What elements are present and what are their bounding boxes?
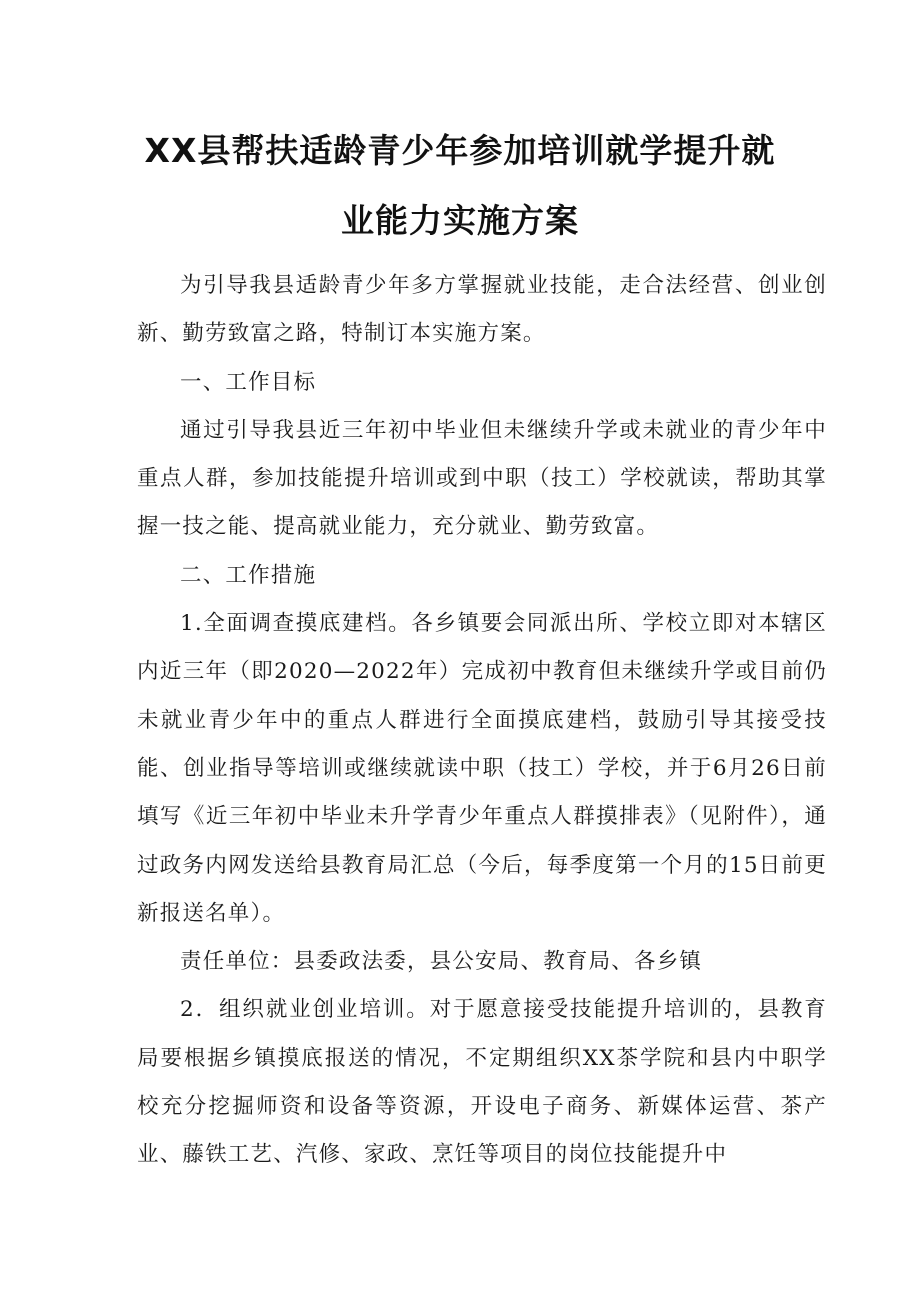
document-title-line-2: 业能力实施方案 [341, 201, 579, 240]
section-heading-goals: 一、工作目标 [180, 369, 317, 395]
measure-2-paragraph: 2．组织就业创业培训。对于愿意接受技能提升培训的，县教育局要根据乡镇摸底报送的情况，不定期组织XX茶学院和县内中职学校充分挖掘师资和设备等资源，开设电子商务、新媒体运营、茶产业、藤铁工艺、汽修、家政、烹饪等项目的岗位技能提升中 [137, 997, 827, 1168]
responsible-units-paragraph: 责任单位：县委政法委，县公安局、教育局、各乡镇 [180, 949, 703, 975]
measure-1-paragraph: 1.全面调查摸底建档。各乡镇要会同派出所、学校立即对本辖区内近三年（即2020—2022年）完成初中教育但未继续升学或目前仍未就业青少年中的重点人群进行全面摸底建档，鼓励引导其接受技能、创业指导等培训或继续就读中职（技工）学校，并于6月26日前填写《近三年初中毕业未升学青少年重点人群摸排表》（见附件），通过政务内网发送给县教育局汇总（今后，每季度第一个月的15日前更新报送名单）。 [137, 611, 827, 926]
intro-paragraph: 为引导我县适龄青少年多方掌握就业技能，走合法经营、创业创新、勤劳致富之路，特制订本实施方案。 [137, 273, 827, 347]
section-heading-measures: 二、工作措施 [180, 562, 317, 588]
document-title-line-1: XX县帮扶适龄青少年参加培训就学提升就 [144, 131, 776, 170]
document-body [137, 262, 827, 1180]
goals-paragraph: 通过引导我县近三年初中毕业但未继续升学或未就业的青少年中重点人群，参加技能提升培训或到中职（技工）学校就读，帮助其掌握一技之能、提高就业能力，充分就业、勤劳致富。 [137, 417, 827, 540]
